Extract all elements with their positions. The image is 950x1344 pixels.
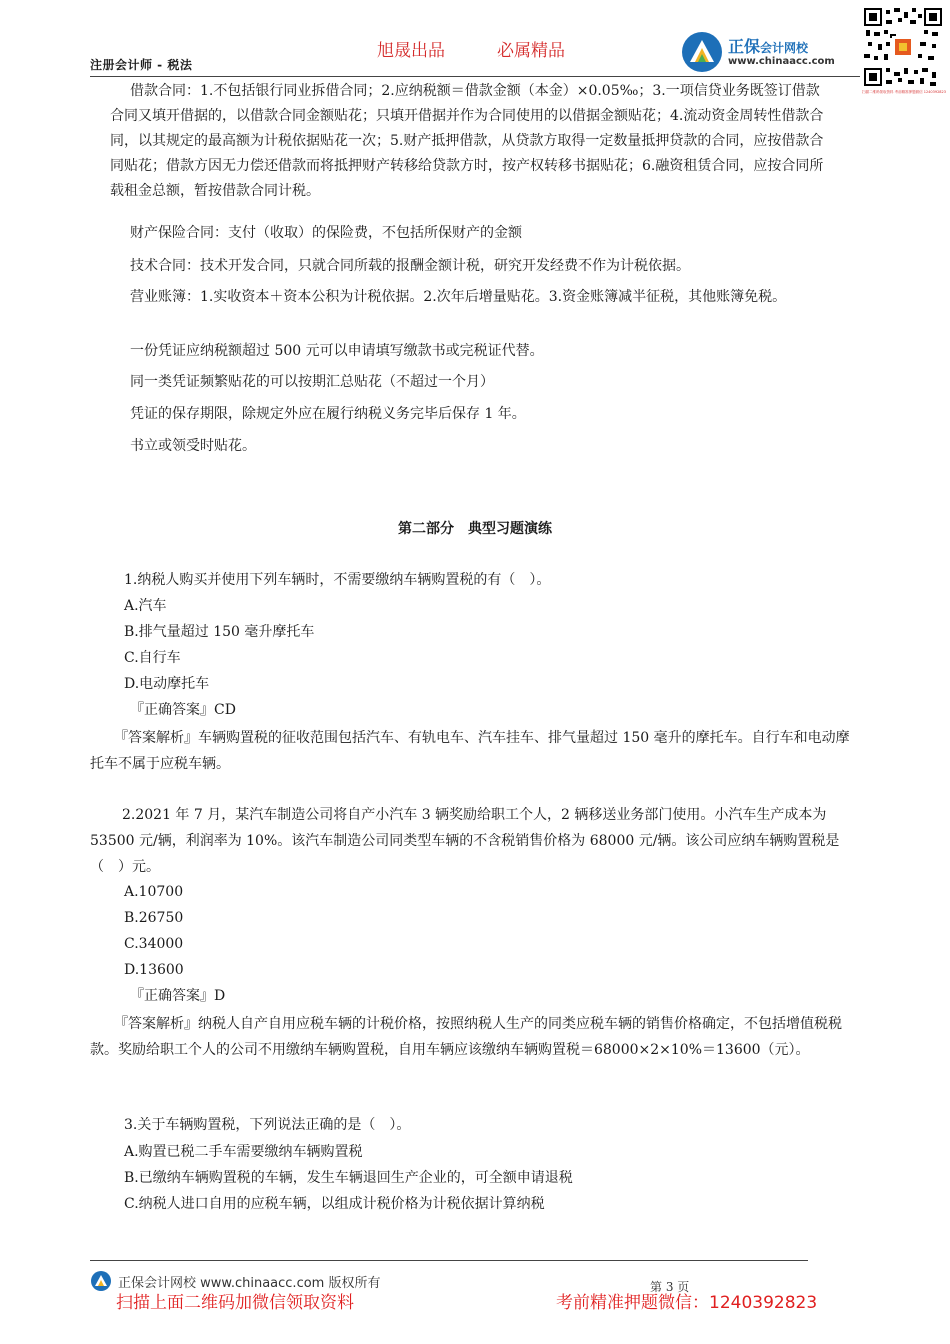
footer-logo-icon bbox=[90, 1270, 112, 1292]
note-technology-contract: 技术合同：技术开发合同，只就合同所载的报酬金额计税，研究开发经费不作为计税依据。 bbox=[130, 258, 690, 274]
section-title: 第二部分 典型习题演练 bbox=[398, 521, 552, 537]
footer-copyright: 正保会计网校 www.chinaacc.com 版权所有 bbox=[118, 1276, 381, 1291]
qr-code-icon bbox=[862, 6, 944, 88]
slogan-left: 旭晟出品 bbox=[377, 41, 445, 61]
brand-logo bbox=[680, 30, 860, 74]
question-3-option-b: B.已缴纳车辆购置税的车辆，发生车辆退回生产企业的，可全额申请退税 bbox=[124, 1170, 573, 1186]
footer-promo-left: 扫描上面二维码加微信领取资料 bbox=[116, 1293, 354, 1313]
footer-promo-right: 考前精准押题微信：1240392823 bbox=[556, 1293, 818, 1313]
note-retention-period: 凭证的保存期限，除规定外应在履行纳税义务完毕后保存 1 年。 bbox=[130, 406, 526, 422]
logo-mark-icon bbox=[680, 30, 724, 74]
question-3-option-a: A.购置已税二手车需要缴纳车辆购置税 bbox=[124, 1144, 363, 1160]
logo-url: www.chinaacc.com bbox=[728, 56, 835, 67]
question-1-stem: 1.纳税人购买并使用下列车辆时，不需要缴纳车辆购置税的有（ ）。 bbox=[124, 572, 551, 588]
question-2-answer: 『正确答案』D bbox=[130, 988, 226, 1004]
question-3-stem: 3.关于车辆购置税，下列说法正确的是（ ）。 bbox=[124, 1117, 411, 1133]
logo-brand-text: 正保会计网校 bbox=[728, 37, 809, 56]
question-1-option-c: C.自行车 bbox=[124, 650, 181, 666]
question-2-analysis: 『答案解析』纳税人自产自用应税车辆的计税价格，按照纳税人生产的同类应税车辆的销售价格确定，不包括增值税税款。奖励给职工个人的公司不用缴纳车辆购置税，自用车辆应该缴纳车辆购置税＝68000×2×10%＝13600（元）。 bbox=[90, 1016, 842, 1058]
note-periodic-stamping: 同一类凭证频繁贴花的可以按期汇总贴花（不超过一个月） bbox=[130, 374, 494, 390]
note-payment-slip: 一份凭证应纳税额超过 500 元可以申请填写缴款书或完税证代替。 bbox=[130, 343, 544, 359]
note-loan-contract: 借款合同：1.不包括银行同业拆借合同；2.应纳税额＝借款金额（本金）×0.05‰；3.一项信贷业务既签订借款合同又填开借据的，以借款合同金额贴花；只填开借据并作为合同使用的以借据金额贴花；4.流动资金周转性借款合同，以其规定的最高额为计税依据贴花一次；5.财产抵押借款，从贷款方取得一定数量抵押贷款的合同，应按借款合同贴花；借款方因无力偿还借款而将抵押财产转移给贷款方时，按产权转移书据贴花；6.融资租赁合同，应按合同所载租金总额，暂按借款合同计税。 bbox=[110, 83, 824, 199]
question-2-stem: 2.2021 年 7 月，某汽车制造公司将自产小汽车 3 辆奖励给职工个人，2 辆移送业务部门使用。小汽车生产成本为 53500 元/辆，利润率为 10%。该汽车制造公司同类型车辆的不含税销售价格为 68000 元/辆。该公司应纳车辆购置税是（ ）元。 bbox=[90, 807, 840, 875]
question-1-answer: 『正确答案』CD bbox=[130, 702, 236, 718]
question-2-option-a: A.10700 bbox=[124, 884, 184, 900]
note-stamping-time: 书立或领受时贴花。 bbox=[130, 438, 256, 454]
question-3-option-c: C.纳税人进口自用的应税车辆，以组成计税价格为计税依据计算纳税 bbox=[124, 1196, 545, 1212]
note-business-ledger: 营业账簿：1.实收资本＋资本公积为计税依据。2.次年后增量贴花。3.资金账簿减半征税，其他账簿免税。 bbox=[130, 289, 787, 305]
slogan-right: 必属精品 bbox=[497, 41, 565, 61]
page-number: 第 3 页 bbox=[650, 1280, 690, 1294]
question-2-option-b: B.26750 bbox=[124, 910, 184, 926]
header-divider bbox=[90, 76, 860, 77]
question-2-option-d: D.13600 bbox=[124, 962, 184, 978]
question-2-option-c: C.34000 bbox=[124, 936, 184, 952]
note-property-insurance: 财产保险合同：支付（收取）的保险费，不包括所保财产的金额 bbox=[130, 225, 522, 241]
footer-divider bbox=[90, 1260, 808, 1261]
course-title: 注册会计师 - 税法 bbox=[90, 58, 193, 72]
question-1-option-a: A.汽车 bbox=[124, 598, 167, 614]
qr-caption: 扫描二维码领取资料 考前精准押题微信 1240392823 bbox=[862, 90, 946, 94]
question-1-analysis: 『答案解析』车辆购置税的征收范围包括汽车、有轨电车、汽车挂车、排气量超过 150 毫升的摩托车。自行车和电动摩托车不属于应税车辆。 bbox=[90, 730, 850, 772]
question-1-option-d: D.电动摩托车 bbox=[124, 676, 210, 692]
question-1-option-b: B.排气量超过 150 毫升摩托车 bbox=[124, 624, 315, 640]
